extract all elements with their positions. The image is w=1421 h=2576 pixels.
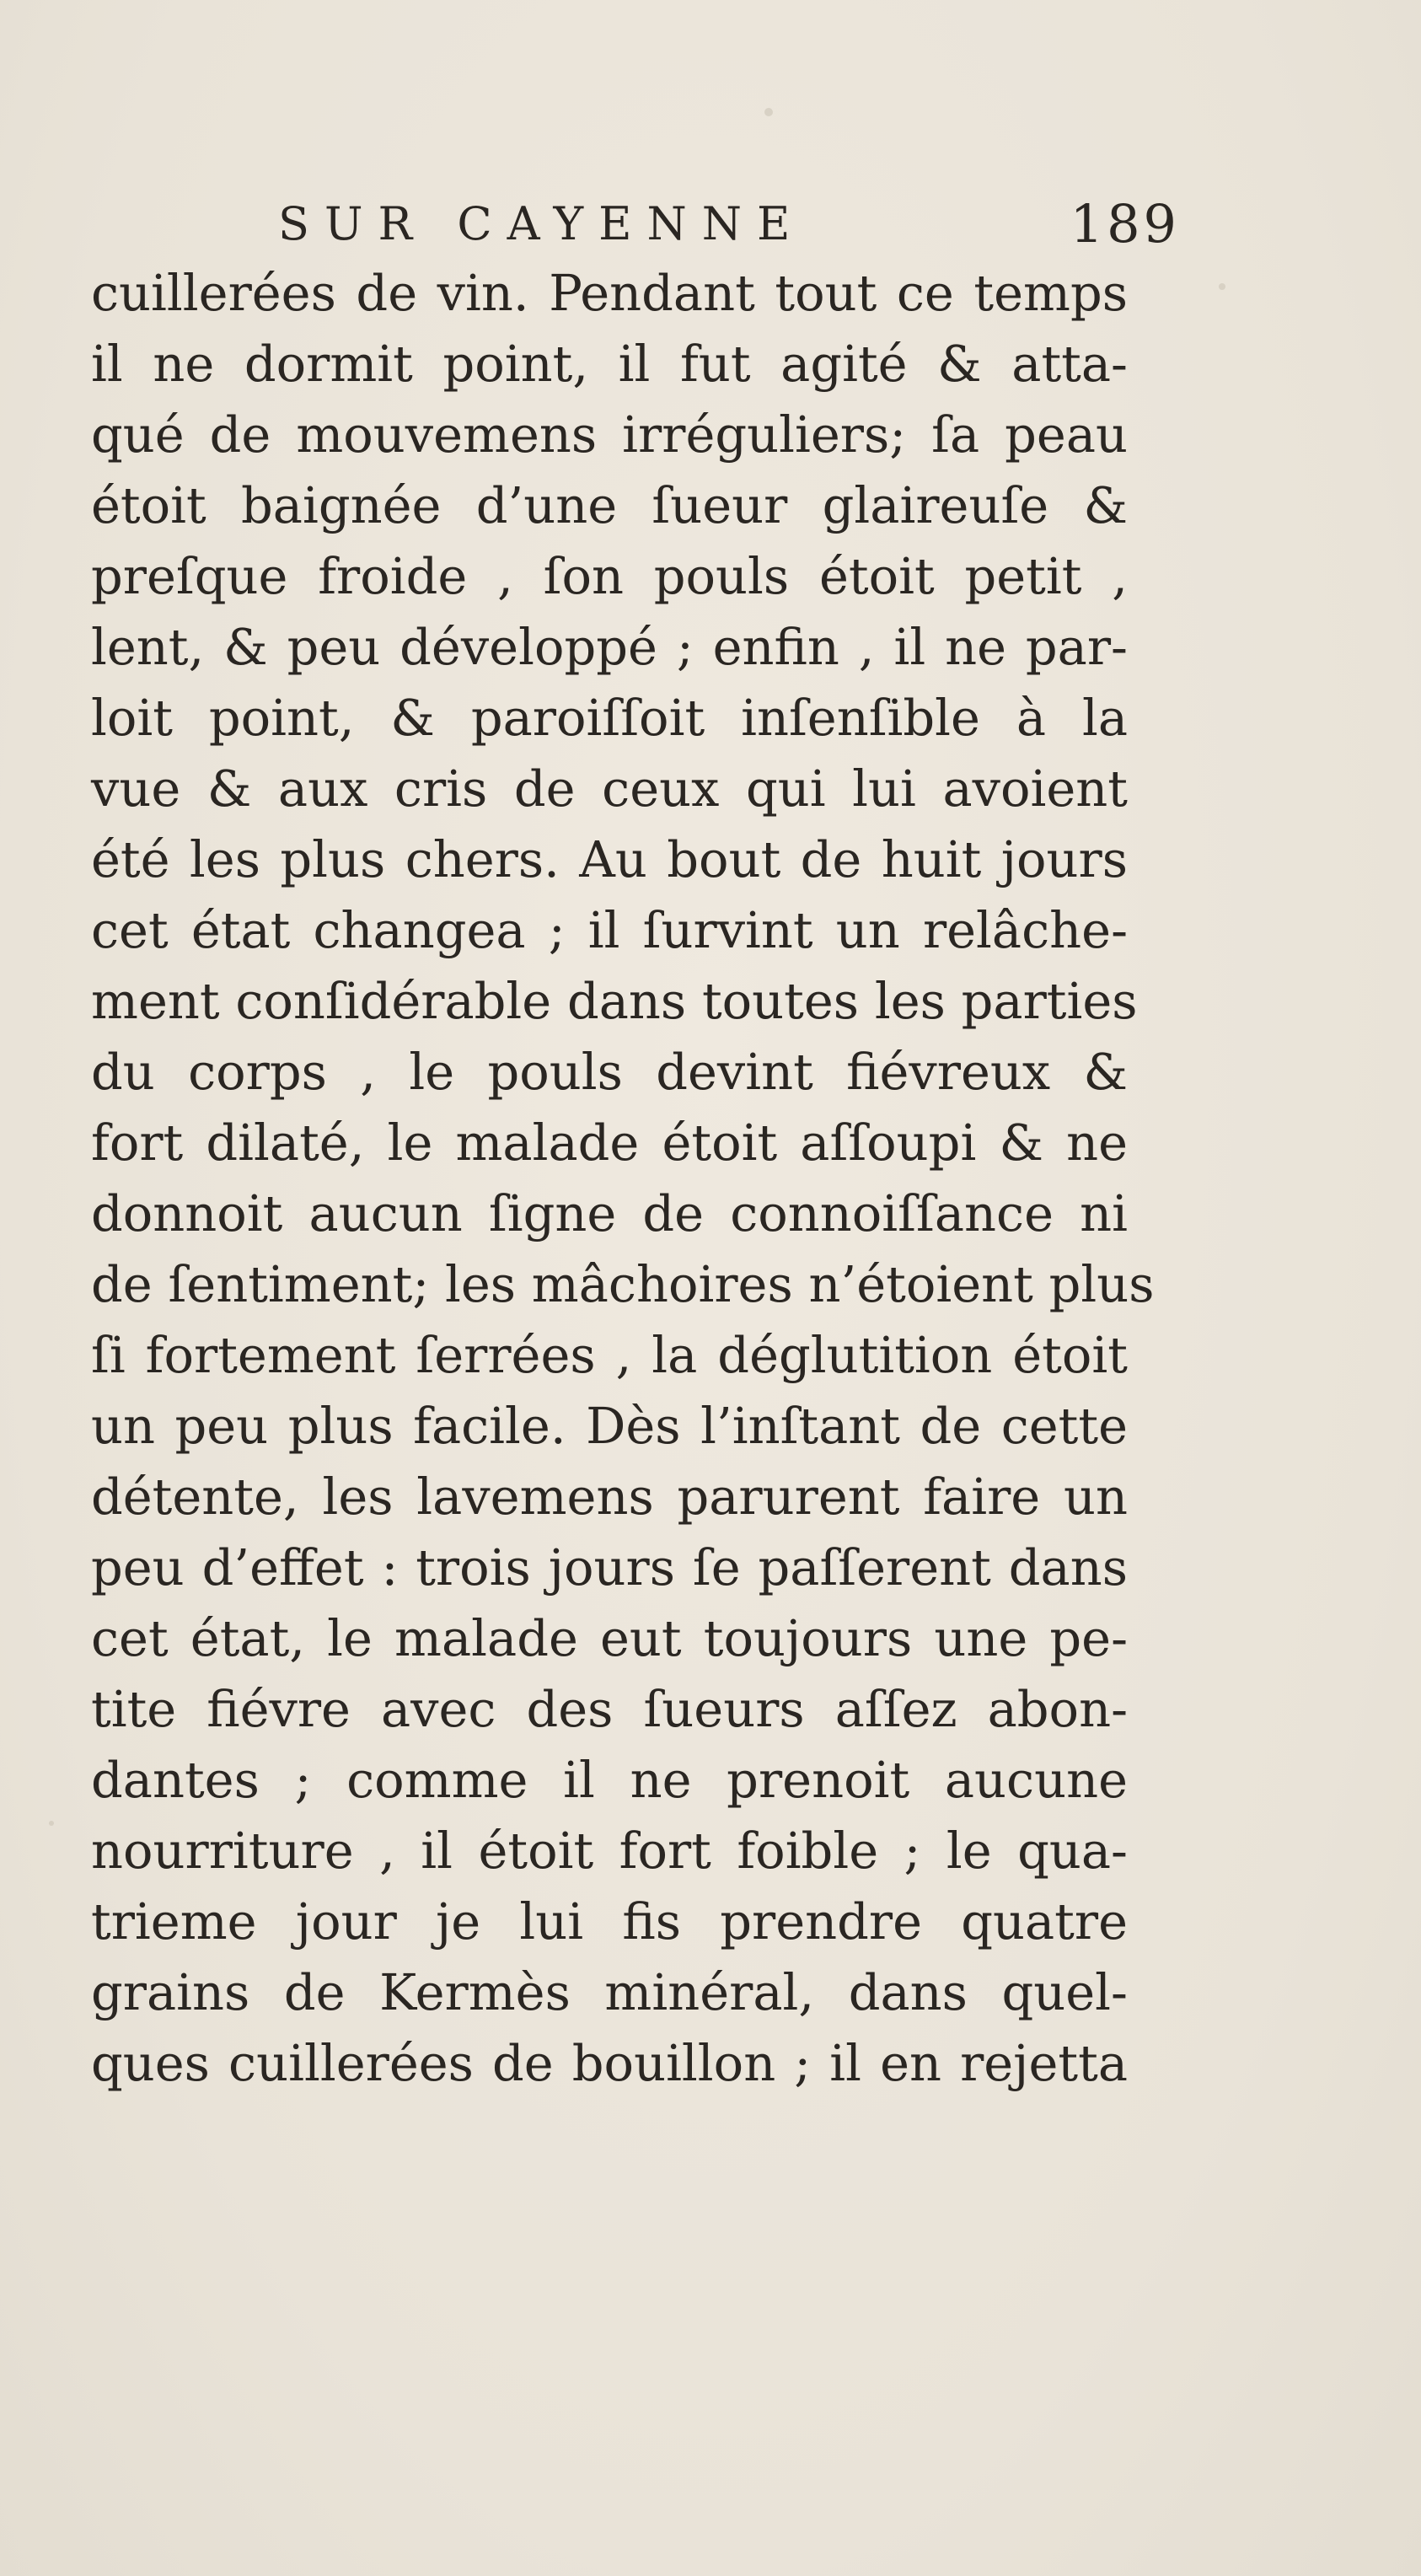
text-line: été les plus chers. Au bout de huit jours — [91, 830, 1128, 888]
text-line: donnoit aucun ſigne de connoiſſance ni — [91, 1184, 1128, 1242]
text-line: fort dilaté, le malade étoit aſſoupi & ne — [91, 1114, 1128, 1172]
text-line: détente, les lavemens parurent faire un — [91, 1468, 1128, 1526]
text-line: cuillerées de vin. Pendant tout ce temps — [91, 264, 1128, 322]
text-line: grains de Kermès minéral, dans quel- — [91, 1963, 1128, 2021]
text-line: trieme jour je lui fis prendre quatre — [91, 1892, 1128, 1951]
paper-speck — [49, 1821, 54, 1826]
text-line: cet état, le malade eut toujours une pe- — [91, 1609, 1128, 1667]
text-line: vue & aux cris de ceux qui lui avoient — [91, 759, 1128, 818]
paper-speck — [1219, 283, 1225, 290]
text-line: loit point, & paroiſſoit inſenſible à la — [91, 689, 1128, 747]
text-line: ques cuillerées de bouillon ; il en rejetta — [91, 2034, 1128, 2092]
paper-speck — [764, 108, 773, 116]
text-line: qué de mouvemens irréguliers; ſa peau — [91, 405, 1128, 464]
text-line: dantes ; comme il ne prenoit aucune — [91, 1751, 1128, 1809]
text-line: un peu plus facile. Dès l’inſtant de cette — [91, 1397, 1128, 1455]
text-line: du corps , le pouls devint fiévreux & — [91, 1043, 1128, 1101]
text-line: de ſentiment; les mâchoires n’étoient plus — [91, 1255, 1155, 1313]
body-text — [91, 258, 1155, 2099]
text-line: peu d’effet : trois jours ſe paſſerent dans — [91, 1538, 1128, 1597]
running-title: SUR CAYENNE — [278, 197, 806, 250]
text-line: preſque froide , ſon pouls étoit petit , — [91, 547, 1128, 605]
text-line: étoit baignée d’une ſueur glaireuſe & — [91, 476, 1128, 534]
text-line: tite fiévre avec des ſueurs aſſez abon- — [91, 1680, 1128, 1738]
text-line: cet état changea ; il ſurvint un relâche- — [91, 901, 1128, 959]
text-line: nourriture , il étoit fort foible ; le qua- — [91, 1822, 1128, 1880]
page-number: 189 — [1070, 193, 1180, 255]
page-header — [278, 191, 1180, 258]
text-line: ſi fortement ſerrées , la déglutition étoit — [91, 1326, 1128, 1384]
text-line: il ne dormit point, il fut agité & atta- — [91, 335, 1128, 393]
text-line: ment conſidérable dans toutes les parties — [91, 972, 1138, 1030]
text-line: lent, & peu développé ; enfin , il ne par- — [91, 618, 1128, 676]
